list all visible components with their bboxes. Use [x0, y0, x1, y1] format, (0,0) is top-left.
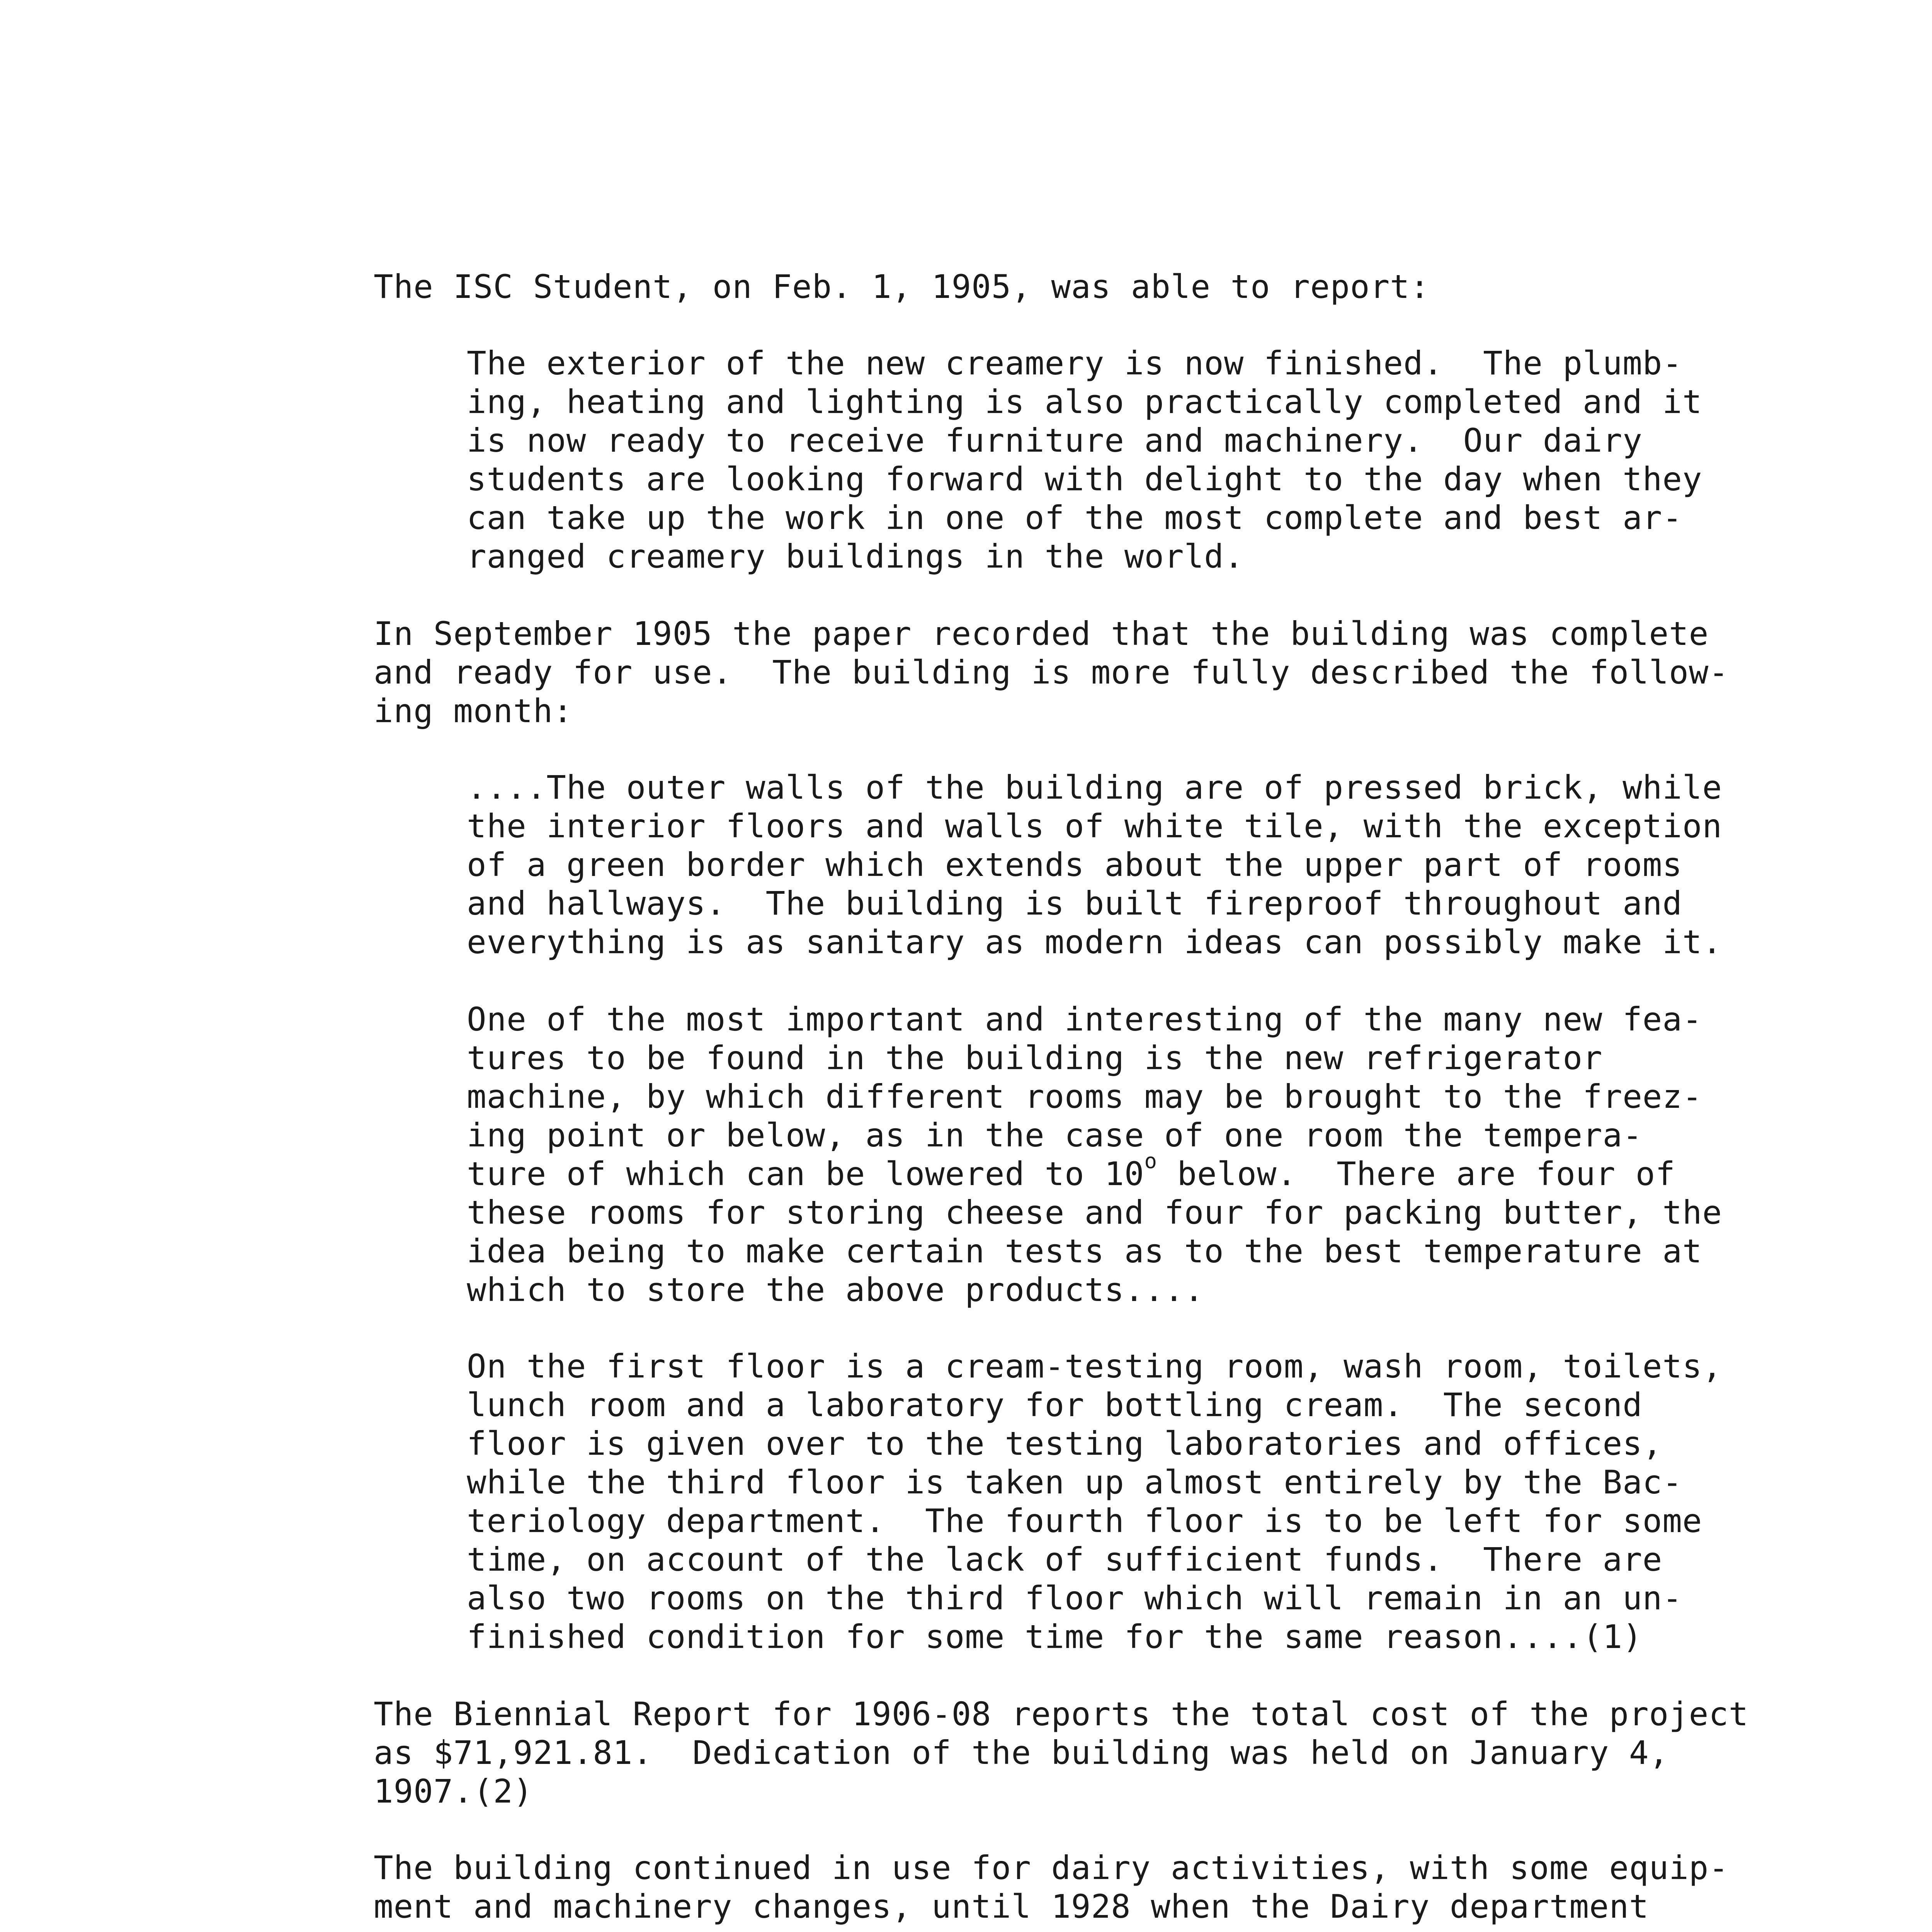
degree-symbol: o: [1144, 1149, 1157, 1173]
quote2b-line-5: [467, 1149, 1675, 1193]
quote2b-line-6: these rooms for storing cheese and four for packing butter, the: [467, 1194, 1723, 1231]
quote2c-line-4: while the third floor is taken up almost entirely by the Bac-: [467, 1463, 1682, 1501]
quote2a-line-1: ....The outer walls of the building are of pressed brick, while: [467, 769, 1723, 806]
quote2c-line-5: teriology department. The fourth floor is to be left for some: [467, 1502, 1702, 1540]
quote2a-line-4: and hallways. The building is built fireproof throughout and: [467, 884, 1682, 922]
quote2a-line-2: the interior floors and walls of white tile, with the exception: [467, 807, 1723, 845]
quote2c-line-6: time, on account of the lack of sufficient funds. There are: [467, 1541, 1663, 1578]
quote1-line-3: is now ready to receive furniture and machinery. Our dairy: [467, 422, 1643, 459]
para3-line-1: The Biennial Report for 1906-08 reports the total cost of the project: [374, 1695, 1749, 1733]
quote1-line-1: The exterior of the new creamery is now finished. The plumb-: [467, 344, 1682, 382]
quote1-line-6: ranged creamery buildings in the world.: [467, 537, 1244, 575]
para3-line-2: as $71,921.81. Dedication of the building was held on January 4,: [374, 1734, 1669, 1772]
para4-line-2: ment and machinery changes, until 1928 when the Dairy department: [374, 1888, 1649, 1925]
quote2b-line-2: tures to be found in the building is the new refrigerator: [467, 1039, 1603, 1077]
quote2b-line-8: which to store the above products....: [467, 1271, 1204, 1309]
para2-line-3: ing month:: [374, 692, 573, 730]
quote2b-line-1: One of the most important and interesting of the many new fea-: [467, 1000, 1702, 1038]
quote2b-line-3: machine, by which different rooms may be brought to the freez-: [467, 1078, 1702, 1116]
quote2a-line-5: everything is as sanitary as modern ideas can possibly make it.: [467, 923, 1723, 961]
quote2a-line-3: of a green border which extends about the upper part of rooms: [467, 846, 1682, 884]
quote2c-line-7: also two rooms on the third floor which will remain in an un-: [467, 1579, 1682, 1617]
quote1-line-2: ing, heating and lighting is also practically completed and it: [467, 383, 1702, 421]
quote2c-line-1: On the first floor is a cream-testing room, wash room, toilets,: [467, 1347, 1723, 1385]
quote2c-line-3: floor is given over to the testing laboratories and offices,: [467, 1425, 1663, 1463]
quote2b-line-7: idea being to make certain tests as to the best temperature at: [467, 1232, 1702, 1270]
quote1-line-5: can take up the work in one of the most complete and best ar-: [467, 499, 1682, 537]
quote2b-line-5-pre: ture of which can be lowered to 10: [467, 1155, 1145, 1193]
quote2b-line-5-post: below. There are four of: [1157, 1155, 1675, 1193]
para2-line-2: and ready for use. The building is more fully described the follow-: [374, 653, 1729, 691]
quote1-line-4: students are looking forward with delight to the day when they: [467, 460, 1702, 498]
quote2c-line-2: lunch room and a laboratory for bottling cream. The second: [467, 1386, 1643, 1424]
para2-line-1: In September 1905 the paper recorded that the building was complete: [374, 615, 1709, 653]
quote2b-line-4: ing point or below, as in the case of one room the tempera-: [467, 1116, 1643, 1154]
quote2c-line-8: finished condition for some time for the same reason....(1): [467, 1618, 1643, 1656]
para3-line-3: 1907.(2): [374, 1772, 533, 1810]
intro-line: The ISC Student, on Feb. 1, 1905, was able to report:: [374, 268, 1430, 306]
para4-line-1: The building continued in use for dairy activities, with some equip-: [374, 1849, 1729, 1887]
